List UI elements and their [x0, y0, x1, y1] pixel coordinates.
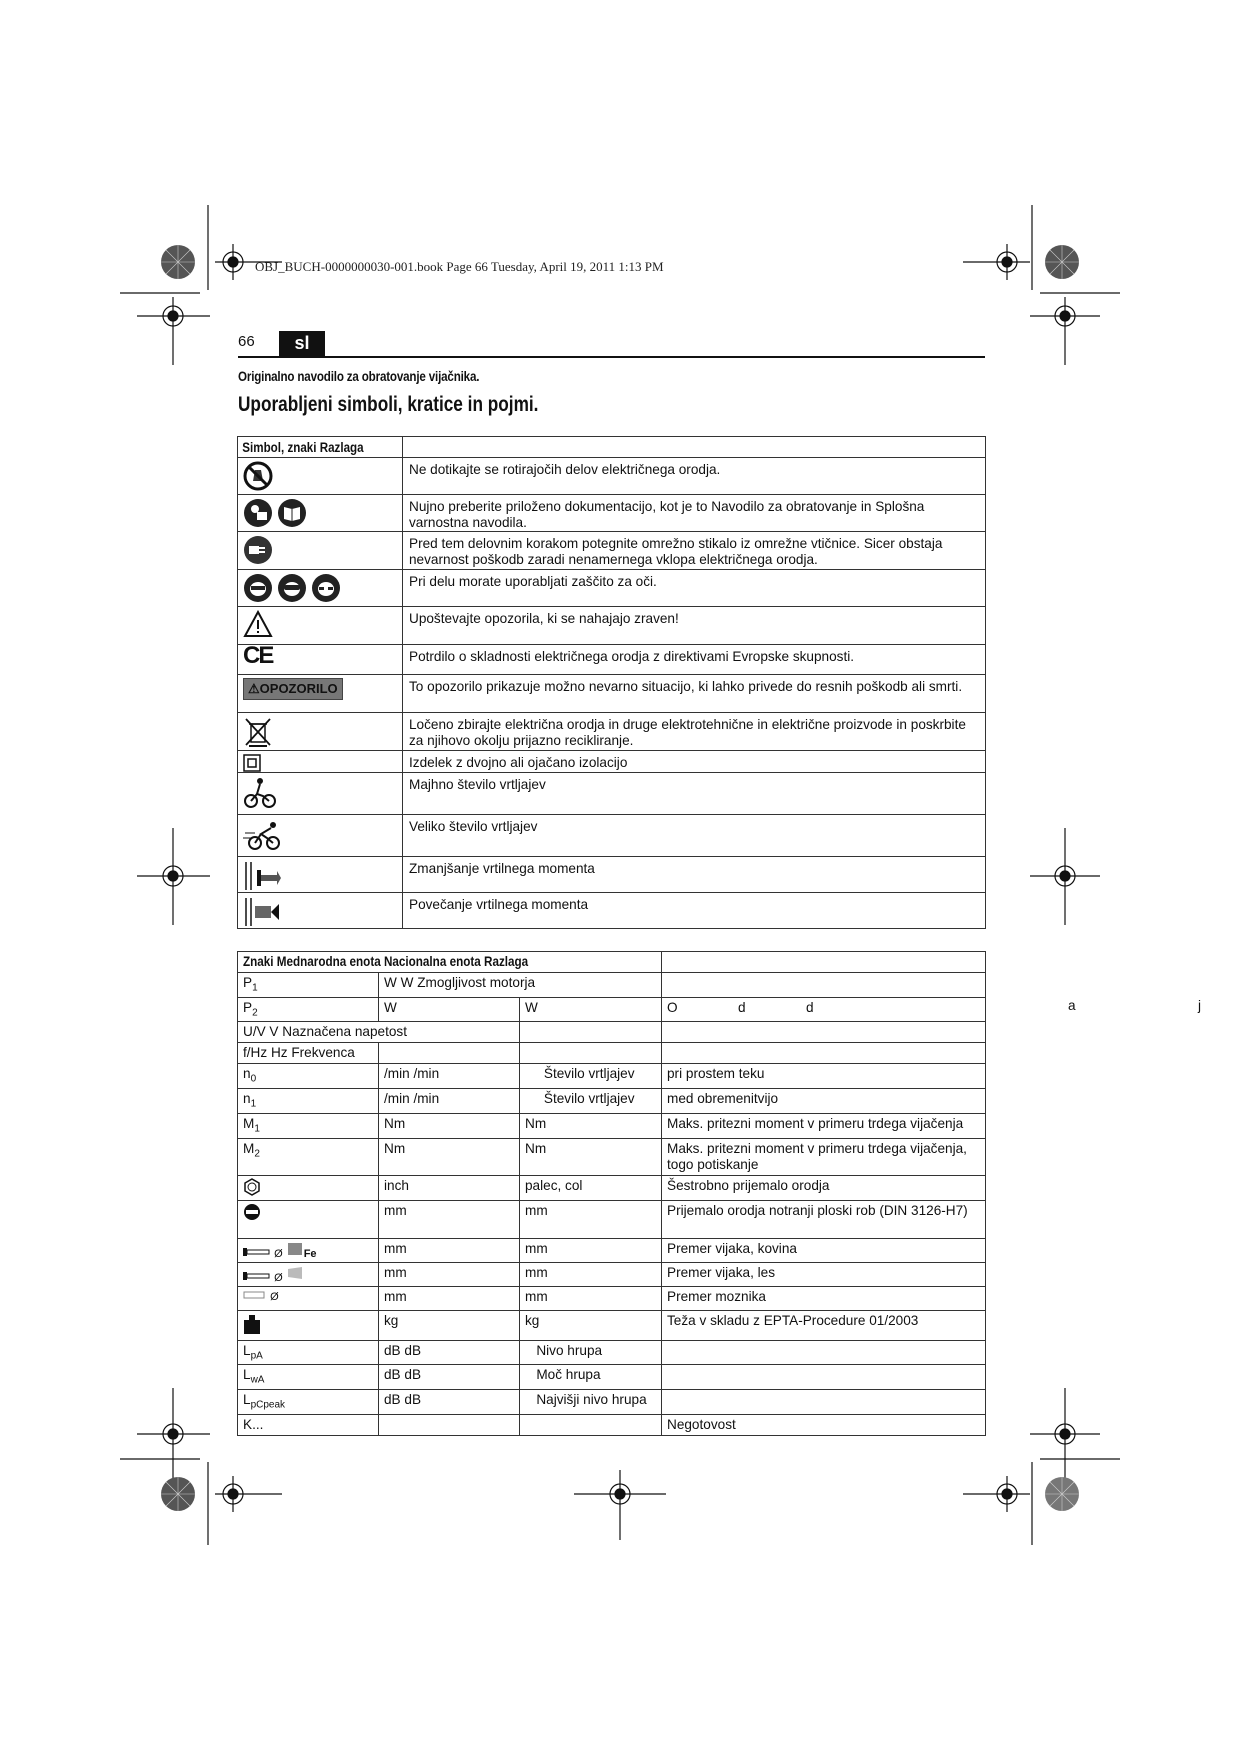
symbol-row-text: Zmanjšanje vrtilnega momenta: [403, 857, 986, 893]
symbol-row-text: Povečanje vrtilnega momenta: [403, 893, 986, 929]
safety-glasses-icon: [311, 573, 341, 603]
table-row: Ø mm mm Premer moznika: [238, 1286, 986, 1310]
symbol-row-text: Majhno število vrtljajev: [403, 773, 986, 815]
symbol-row-text: Ne dotikajte se rotirajočih delov električnega orodja.: [403, 458, 986, 495]
symbols-table: [237, 436, 986, 929]
symbol-row-text: Pri delu morate uporabljati zaščito za oči.: [403, 570, 986, 607]
hexagon-icon: [243, 1178, 261, 1196]
overflow-letter-a: a: [1068, 998, 1076, 1013]
overflow-letter-j: j: [1198, 998, 1202, 1013]
table-row: Ø mm mm Premer vijaka, les: [238, 1262, 986, 1286]
symbol-row-text: Potrdilo o skladnosti električnega orodja z direktivami Evropske skupnosti.: [403, 645, 986, 675]
face-shield-icon: [243, 573, 273, 603]
table-row: U/V V Naznačena napetost: [238, 1022, 986, 1043]
language-badge: sl: [279, 331, 325, 356]
eye-protection-icons: [238, 570, 402, 603]
table-row: $P_1$ W W Zmogljivost motorja: [238, 973, 986, 998]
screw-wood-icon: [243, 1271, 271, 1281]
crossed-bin-icon: [243, 716, 273, 748]
symbol-row-text: Nujno preberite priloženo dokumentacijo, kot je to Navodilo za obratovanje in Splošna varnostna navodila.: [403, 495, 986, 532]
table-row: $L_{pA}$ dB dB Nivo hrupa: [238, 1340, 986, 1365]
table-row: $L_{wA}$ dB dB Moč hrupa: [238, 1365, 986, 1390]
table-row: K... Negotovost: [238, 1414, 986, 1435]
ce-mark-icon: CE: [243, 642, 273, 669]
table-row: $M_1$ Nm Nm Maks. pritezni moment v primeru trdega vijačenja: [238, 1113, 986, 1138]
symbol-row-text: Izdelek z dvojno ali ojačano izolacijo: [403, 751, 986, 773]
symbol-row-text: Upoštevajte opozorila, ki se nahajajo zraven!: [403, 607, 986, 645]
symbol-row-text: Veliko število vrtljajev: [403, 815, 986, 857]
table-row: $L_{pCpeak}$ dB dB Najvišji nivo hrupa: [238, 1390, 986, 1415]
slow-bike-icon: [243, 776, 277, 810]
table-row: kg kg Teža v skladu z EPTA-Procedure 01/2003: [238, 1310, 986, 1340]
screw-metal-icon: [243, 1247, 271, 1257]
slot-chuck-icon: [243, 1203, 261, 1221]
torque-increase-icon: [243, 896, 283, 928]
warning-triangle-icon: [243, 610, 273, 638]
unplug-icon: [243, 535, 273, 565]
header-rule: [238, 356, 985, 358]
table-row: $M_2$ Nm Nm Maks. pritezni moment v primeru trdega vijačenja, togo potiskanje: [238, 1138, 986, 1175]
read-manual-icons: [238, 495, 402, 528]
table-row: f/Hz Hz Frekvenca: [238, 1043, 986, 1064]
table-row: inch palec, col Šestrobno prijemalo orodja: [238, 1175, 986, 1200]
double-insulation-icon: [243, 754, 261, 772]
units-table: [237, 951, 986, 1436]
symbol-row-text: To opozorilo prikazuje možno nevarno situacijo, ki lahko privede do resnih poškodb ali smrti.: [403, 675, 986, 713]
no-touch-rotating-icon: [243, 461, 273, 491]
symbol-row-text: Ločeno zbirajte električna orodja in druge elektrotehnične in električne proizvode in poskrbite za njihovo okolju prijazno recikliranje.: [403, 713, 986, 751]
symbols-table-header: Simbol, znaki Razlaga: [238, 437, 403, 458]
document-subtitle: Originalno navodilo za obratovanje vijačnika.: [238, 369, 480, 384]
metal-icon: [286, 1241, 304, 1257]
table-row: Ø Fe mm mm Premer vijaka, kovina: [238, 1238, 986, 1262]
manual-person-icon: [243, 498, 273, 528]
table-row: $P_2$ W W O d d: [238, 997, 986, 1022]
weight-icon: [243, 1313, 261, 1335]
table-row: mm mm Prijemalo orodja notranji ploski rob (DIN 3126-H7): [238, 1200, 986, 1238]
table-row: $n_1$ /min /min Število vrtljajev med obremenitvijo: [238, 1089, 986, 1114]
symbol-row-text: Pred tem delovnim korakom potegnite omrežno stikalo iz omrežne vtičnice. Sicer obstaja nevarnost poškodb zaradi nenamernega vklopa električnega orodja.: [403, 532, 986, 570]
book-icon: [277, 498, 307, 528]
dowel-icon: [243, 1290, 267, 1300]
fast-bike-icon: [243, 818, 283, 852]
page-number: 66: [238, 333, 255, 350]
page-title: Uporabljeni simboli, kratice in pojmi.: [238, 393, 539, 416]
goggles-icon: [277, 573, 307, 603]
units-table-header: Znaki Mednarodna enota Nacionalna enota Razlaga: [238, 952, 662, 973]
torque-decrease-icon: [243, 860, 283, 892]
wood-icon: [286, 1265, 304, 1281]
opozorilo-label: ⚠OPOZORILO: [243, 678, 343, 700]
table-row: $n_0$ /min /min Število vrtljajev pri prostem teku: [238, 1064, 986, 1089]
book-label: OBJ_BUCH-0000000030-001.book Page 66 Tuesday, April 19, 2011 1:13 PM: [255, 259, 664, 274]
